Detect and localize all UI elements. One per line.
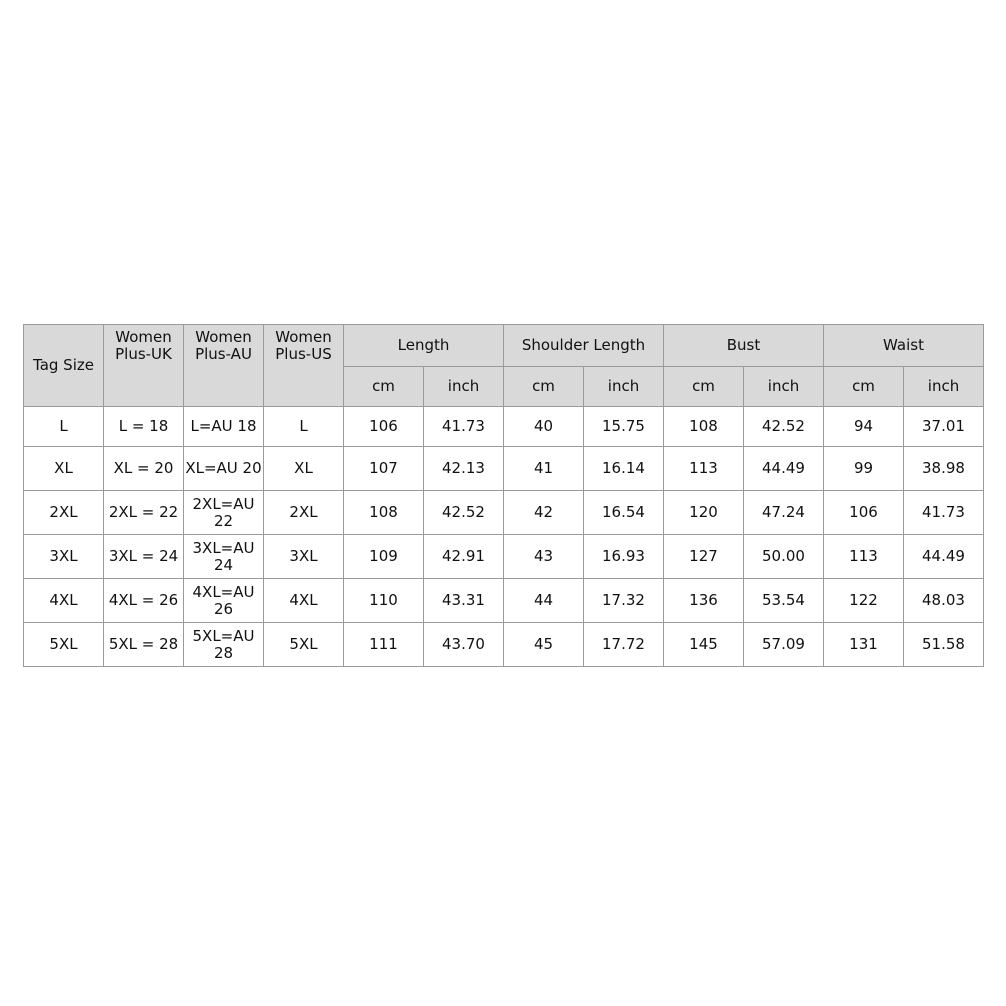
header-length: Length — [344, 325, 504, 367]
cell-bust-cm: 136 — [664, 579, 744, 623]
cell-shoulder-cm: 40 — [504, 407, 584, 447]
cell-uk-size: 2XL = 22 — [104, 491, 184, 535]
cell-shoulder-cm: 43 — [504, 535, 584, 579]
table-row — [24, 491, 984, 535]
cell-length-inch: 43.31 — [424, 579, 504, 623]
header-women-plus-us: Women Plus-US — [264, 325, 344, 407]
cell-bust-cm: 145 — [664, 623, 744, 667]
cell-uk-size: 4XL = 26 — [104, 579, 184, 623]
cell-waist-cm: 113 — [824, 535, 904, 579]
cell-length-cm: 111 — [344, 623, 424, 667]
cell-waist-cm: 94 — [824, 407, 904, 447]
cell-us-size: 4XL — [264, 579, 344, 623]
table-row — [24, 579, 984, 623]
header-bust: Bust — [664, 325, 824, 367]
header-waist-cm: cm — [824, 367, 904, 407]
cell-length-cm: 110 — [344, 579, 424, 623]
cell-bust-inch: 57.09 — [744, 623, 824, 667]
cell-waist-inch: 37.01 — [904, 407, 984, 447]
cell-uk-size: 3XL = 24 — [104, 535, 184, 579]
cell-shoulder-cm: 42 — [504, 491, 584, 535]
header-women-plus-uk: Women Plus-UK — [104, 325, 184, 407]
cell-tag-size: 5XL — [24, 623, 104, 667]
cell-length-inch: 42.91 — [424, 535, 504, 579]
cell-bust-cm: 113 — [664, 447, 744, 491]
cell-shoulder-inch: 16.54 — [584, 491, 664, 535]
size-chart-table — [23, 324, 984, 667]
cell-length-inch: 41.73 — [424, 407, 504, 447]
cell-uk-size: XL = 20 — [104, 447, 184, 491]
cell-shoulder-inch: 16.93 — [584, 535, 664, 579]
cell-waist-cm: 131 — [824, 623, 904, 667]
cell-length-cm: 107 — [344, 447, 424, 491]
header-tag-size: Tag Size — [24, 325, 104, 407]
cell-length-inch: 42.52 — [424, 491, 504, 535]
cell-waist-inch: 51.58 — [904, 623, 984, 667]
cell-waist-cm: 106 — [824, 491, 904, 535]
header-length-cm: cm — [344, 367, 424, 407]
cell-us-size: L — [264, 407, 344, 447]
cell-us-size: 3XL — [264, 535, 344, 579]
table-row — [24, 535, 984, 579]
cell-waist-inch: 38.98 — [904, 447, 984, 491]
header-shoulder-length: Shoulder Length — [504, 325, 664, 367]
cell-bust-cm: 108 — [664, 407, 744, 447]
cell-bust-inch: 44.49 — [744, 447, 824, 491]
cell-us-size: XL — [264, 447, 344, 491]
cell-uk-size: L = 18 — [104, 407, 184, 447]
cell-shoulder-cm: 45 — [504, 623, 584, 667]
header-women-plus-au: Women Plus-AU — [184, 325, 264, 407]
cell-length-inch: 42.13 — [424, 447, 504, 491]
cell-length-cm: 109 — [344, 535, 424, 579]
cell-tag-size: 3XL — [24, 535, 104, 579]
header-shoulder-cm: cm — [504, 367, 584, 407]
cell-shoulder-cm: 44 — [504, 579, 584, 623]
cell-waist-cm: 122 — [824, 579, 904, 623]
cell-bust-cm: 120 — [664, 491, 744, 535]
cell-au-size: 3XL=AU 24 — [184, 535, 264, 579]
cell-length-cm: 108 — [344, 491, 424, 535]
cell-shoulder-cm: 41 — [504, 447, 584, 491]
cell-shoulder-inch: 16.14 — [584, 447, 664, 491]
cell-shoulder-inch: 17.72 — [584, 623, 664, 667]
cell-length-inch: 43.70 — [424, 623, 504, 667]
cell-au-size: L=AU 18 — [184, 407, 264, 447]
cell-waist-cm: 99 — [824, 447, 904, 491]
cell-us-size: 5XL — [264, 623, 344, 667]
cell-bust-inch: 53.54 — [744, 579, 824, 623]
header-waist: Waist — [824, 325, 984, 367]
cell-waist-inch: 44.49 — [904, 535, 984, 579]
cell-bust-inch: 42.52 — [744, 407, 824, 447]
cell-au-size: 4XL=AU 26 — [184, 579, 264, 623]
cell-waist-inch: 41.73 — [904, 491, 984, 535]
cell-shoulder-inch: 17.32 — [584, 579, 664, 623]
cell-bust-inch: 50.00 — [744, 535, 824, 579]
cell-au-size: 2XL=AU 22 — [184, 491, 264, 535]
cell-length-cm: 106 — [344, 407, 424, 447]
table-row — [24, 447, 984, 491]
table-body — [24, 407, 984, 667]
header-length-inch: inch — [424, 367, 504, 407]
cell-au-size: 5XL=AU 28 — [184, 623, 264, 667]
header-bust-inch: inch — [744, 367, 824, 407]
cell-tag-size: L — [24, 407, 104, 447]
table-header — [24, 325, 984, 407]
cell-uk-size: 5XL = 28 — [104, 623, 184, 667]
cell-waist-inch: 48.03 — [904, 579, 984, 623]
cell-tag-size: XL — [24, 447, 104, 491]
table-row — [24, 407, 984, 447]
table-row — [24, 623, 984, 667]
cell-shoulder-inch: 15.75 — [584, 407, 664, 447]
cell-tag-size: 4XL — [24, 579, 104, 623]
cell-bust-inch: 47.24 — [744, 491, 824, 535]
cell-us-size: 2XL — [264, 491, 344, 535]
cell-bust-cm: 127 — [664, 535, 744, 579]
header-waist-inch: inch — [904, 367, 984, 407]
header-bust-cm: cm — [664, 367, 744, 407]
header-shoulder-inch: inch — [584, 367, 664, 407]
cell-tag-size: 2XL — [24, 491, 104, 535]
cell-au-size: XL=AU 20 — [184, 447, 264, 491]
